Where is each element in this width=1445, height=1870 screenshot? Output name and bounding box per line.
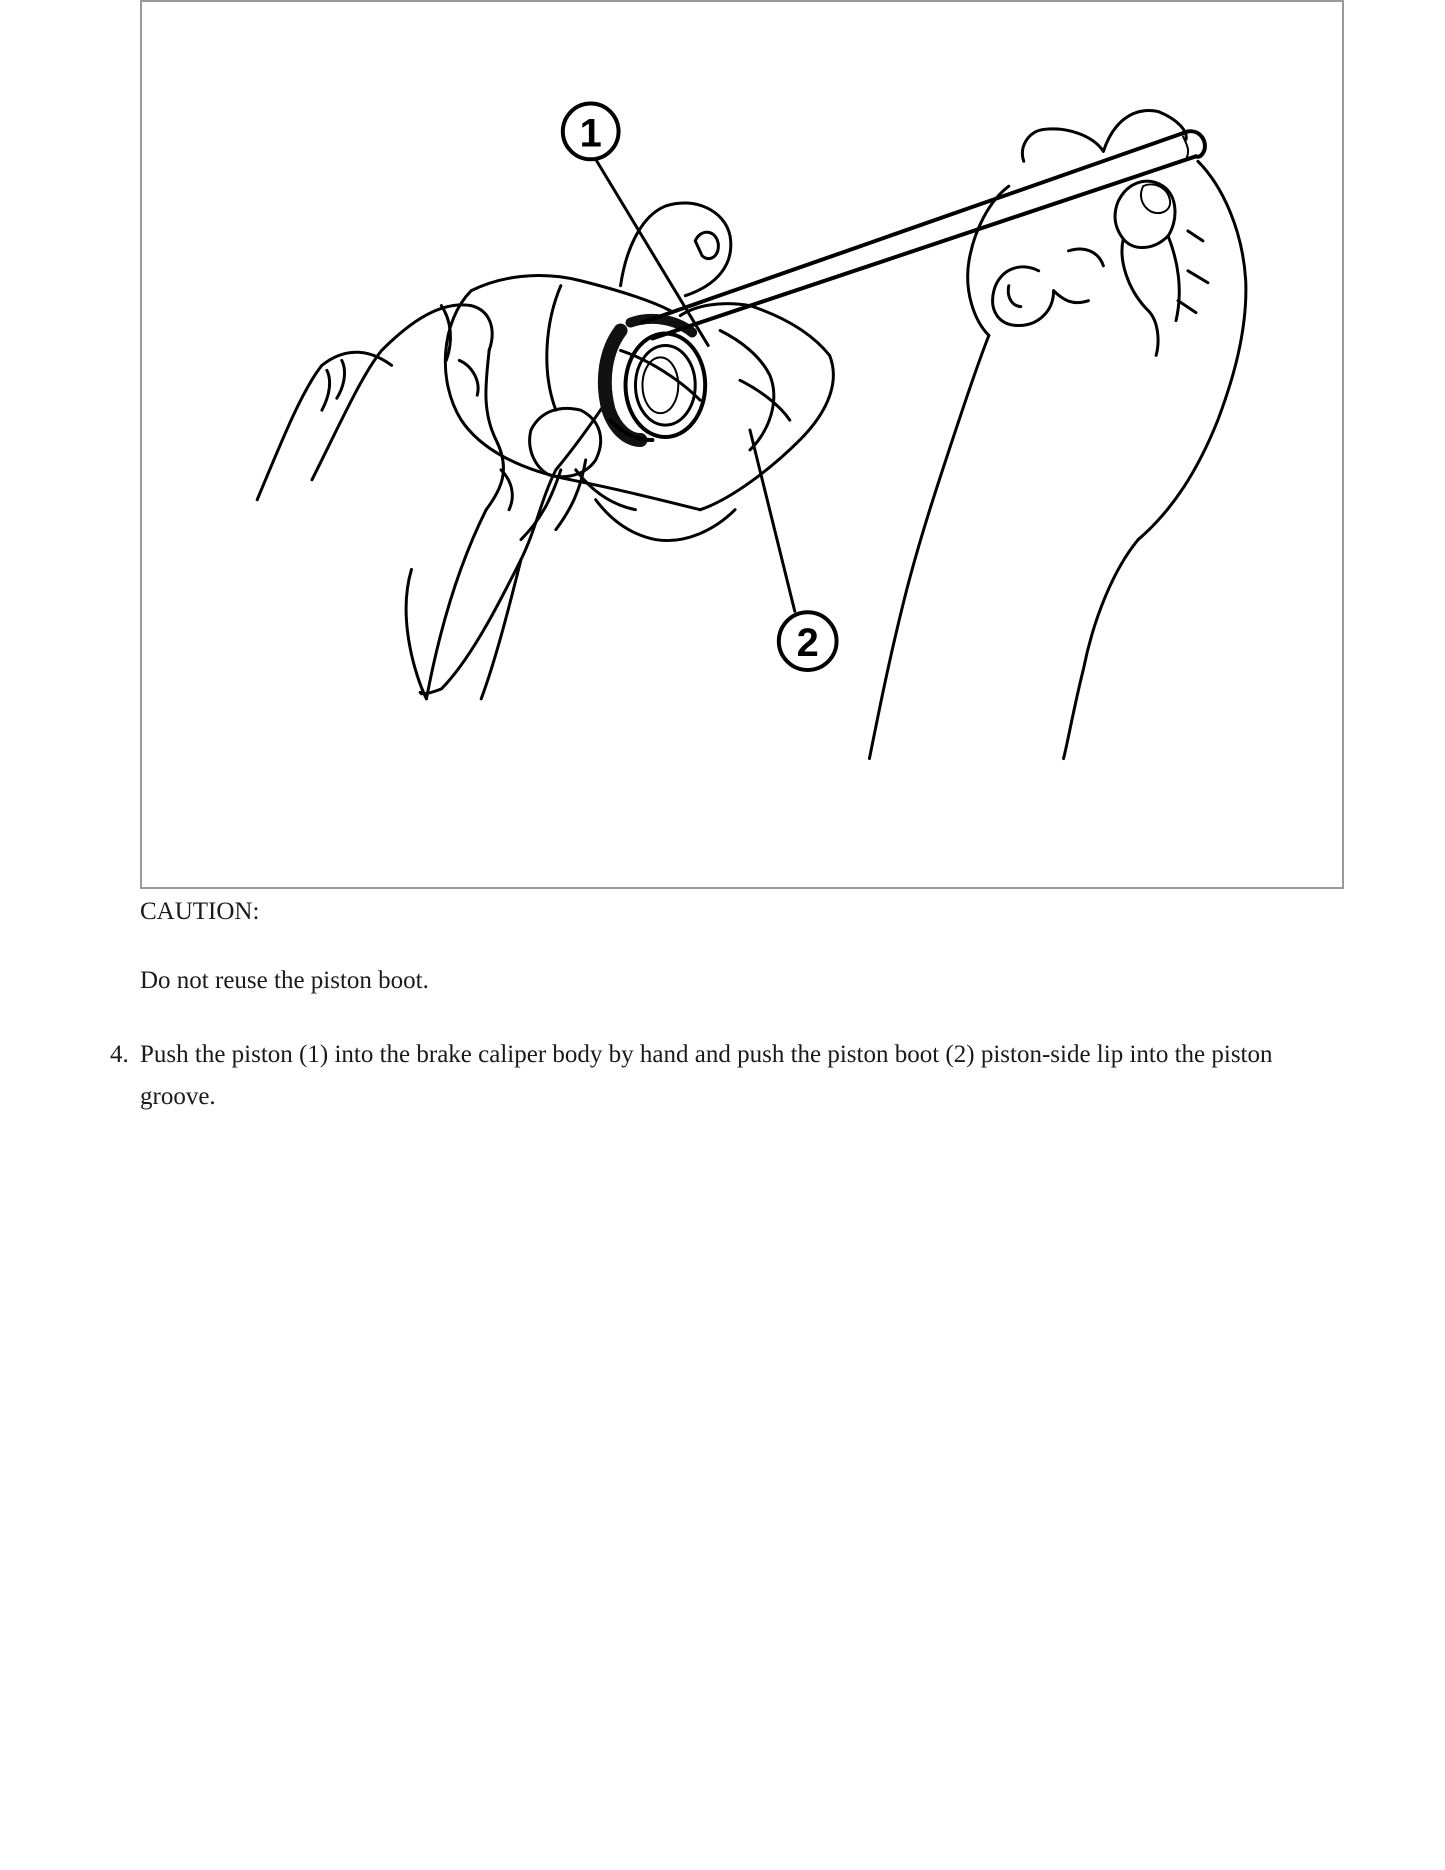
step-text: Push the piston (1) into the brake caliper body by hand and push the piston boot (2) piston-side lip into the piston groove. <box>140 1041 1273 1110</box>
right-hand-drawing <box>869 111 1245 759</box>
caution-text: Do not reuse the piston boot. <box>140 967 429 994</box>
step-number: 4. <box>110 1041 129 1068</box>
brake-caliper-illustration <box>142 2 1342 887</box>
caution-heading: CAUTION: <box>140 898 260 925</box>
left-hand-drawing <box>257 305 610 699</box>
callout-2-marker <box>750 430 837 670</box>
callout-1-marker <box>563 104 708 346</box>
callout-1-label: 1 <box>579 111 602 156</box>
figure-frame <box>140 0 1344 889</box>
callout-2-label: 2 <box>796 621 819 666</box>
caliper-body-drawing <box>445 203 833 541</box>
step-item <box>110 1034 1310 1118</box>
